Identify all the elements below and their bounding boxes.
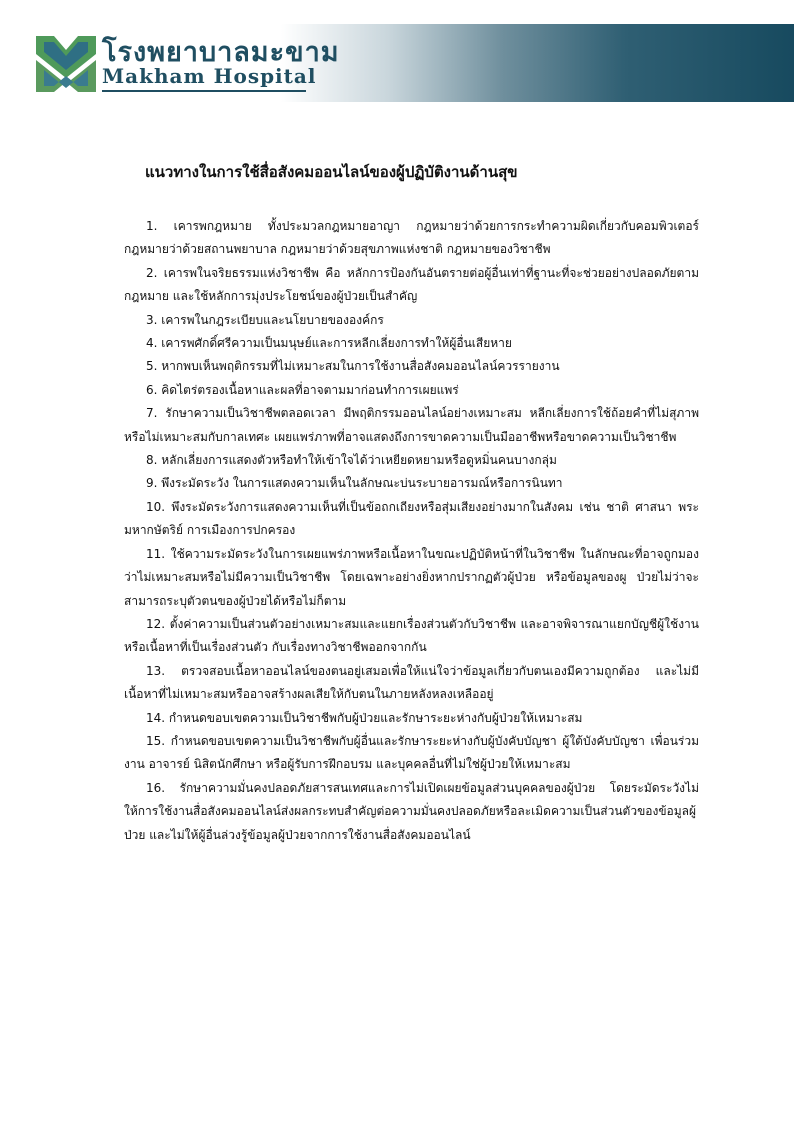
hospital-name-thai: โรงพยาบาลมะขาม: [102, 37, 340, 68]
guideline-item-12: 12. ตั้งค่าความเป็นส่วนตัวอย่างเหมาะสมและแยกเรื่องส่วนตัวกับวิชาชีพ และอาจพิจารณาแยกบัญชีผู้ใช้งานหรือเนื้อหาที่เป็นเรื่องส่วนตัว กับเรื่องทางวิชาชีพออกจากกัน: [124, 616, 699, 655]
guideline-item-6: 6. คิดไตร่ตรองเนื้อหาและผลที่อาจตามมาก่อนทำการเผยแพร่: [146, 382, 459, 397]
guideline-item-3: 3. เคารพในกฎระเบียบและนโยบายขององค์กร: [146, 312, 384, 327]
hospital-name-english: Makham Hospital: [102, 64, 317, 88]
guideline-item-5: 5. หากพบเห็นพฤติกรรมที่ไม่เหมาะสมในการใช้งานสื่อสังคมออนไลน์ควรรายงาน: [146, 359, 560, 374]
hospital-header-banner: [28, 24, 794, 102]
guideline-item-10: 10. พึงระมัดระวังการแสดงความเห็นที่เป็นข้อถกเถียงหรือสุ่มเสียงอย่างมากในสังคม เช่น ชาติ ศาสนา พระมหากษัตริย์ การเมืองการปกครอง: [124, 499, 699, 538]
guideline-item-14: 14. กำหนดขอบเขตความเป็นวิชาชีพกับผู้ป่วยและรักษาระยะห่างกับผู้ป่วยให้เหมาะสม: [146, 710, 583, 725]
guideline-item-9: 9. พึงระมัดระวัง ในการแสดงความเห็นในลักษณะบ่นระบายอารมณ์หรือการนินทา: [146, 476, 563, 491]
guideline-item-16: 16. รักษาความมั่นคงปลอดภัยสารสนเทศและการไม่เปิดเผยข้อมูลส่วนบุคคลของผู้ป่วย โดยระมัดระวังไม่ให้การใช้งานสื่อสังคมออนไลน์ส่งผลกระทบสำคัญต่อความมั่นคงปลอดภัยหรือละเมิดความเป็นส่วนตัวของข้อมูลผู้ป่วย และไม่ให้ผู้อื่นล่วงรู้ข้อมูลผู้ป่วยจากการใช้งานสื่อสังคมออนไลน์: [124, 780, 699, 842]
guideline-item-15: 15. กำหนดขอบเขตความเป็นวิชาชีพกับผู้อื่นและรักษาระยะห่างกับผู้บังคับบัญชา ผู้ใต้บังคับบัญชา เพื่อนร่วมงาน อาจารย์ นิสิตนักศึกษา หรือผู้รับการฝึกอบรม และบุคคลอื่นที่ไม่ใช่ผู้ป่วยให้เหมาะสม: [124, 733, 699, 772]
guideline-list: [124, 215, 699, 847]
document-title: แนวทางในการใช้สื่อสังคมออนไลน์ของผู้ปฏิบัติงานด้านสุข: [145, 163, 518, 181]
guideline-item-2: 2. เคารพในจริยธรรมแห่งวิชาชีพ คือ หลักการป้องกันอันตรายต่อผู้อื่นเท่าที่ฐานะที่จะช่วยอย่างปลอดภัยตามกฎหมาย และใช้หลักการมุ่งประโยชน์ของผู้ป่วยเป็นสำคัญ: [124, 265, 699, 304]
guideline-item-4: 4. เคารพศักดิ์ศรีความเป็นมนุษย์และการหลีกเลี่ยงการทำให้ผู้อื่นเสียหาย: [146, 336, 512, 351]
guideline-item-7: 7. รักษาความเป็นวิชาชีพตลอดเวลา มีพฤติกรรมออนไลน์อย่างเหมาะสม หลีกเลี่ยงการใช้ถ้อยคำที่ไม่สุภาพหรือไม่เหมาะสมกับกาลเทศะ เผยแพร่ภาพที่อาจแสดงถึงการขาดความเป็นมืออาชีพหรือขาดความเป็นวิชาชีพ: [124, 406, 699, 444]
guideline-item-1: 1. เคารพกฎหมาย ทั้งประมวลกฎหมายอาญา กฎหมายว่าด้วยการกระทำความผิดเกี่ยวกับคอมพิวเตอร์ กฎหมายว่าด้วยสถานพยาบาล กฎหมายว่าด้วยสุขภาพแห่งชาติ กฎหมายของวิชาชีพ: [124, 219, 699, 257]
guideline-item-11: 11. ใช้ความระมัดระวังในการเผยแพร่ภาพหรือเนื้อหาในขณะปฏิบัติหน้าที่ในวิชาชีพ ในลักษณะที่อาจถูกมองว่าไม่เหมาะสมหรือไม่มีความเป็นวิชาชีพ โดยเฉพาะอย่างยิ่งหากปรากฏตัวผู้ป่วย หรือข้อมูลของผู ป่วยไม่ว่าจะสามารถระบุตัวตนของผู้ป่วยได้หรือไม่ก็ตาม: [124, 546, 699, 608]
makham-hospital-logo-icon: [34, 32, 98, 96]
guideline-item-13: 13. ตรวจสอบเนื้อหาออนไลน์ของตนอยู่เสมอเพื่อให้แน่ใจว่าข้อมูลเกี่ยวกับตนเองมีความถูกต้อง และไม่มีเนื้อหาที่ไม่เหมาะสมหรืออาจสร้างผลเสียให้กับตนในภายหลังหลงเหลืออยู่: [124, 663, 699, 702]
logo-underline: [102, 90, 306, 92]
guideline-item-8: 8. หลักเลี่ยงการแสดงตัวหรือทำให้เข้าใจได้ว่าเหยียดหยามหรือดูหมิ่นคนบางกลุ่ม: [146, 453, 557, 468]
